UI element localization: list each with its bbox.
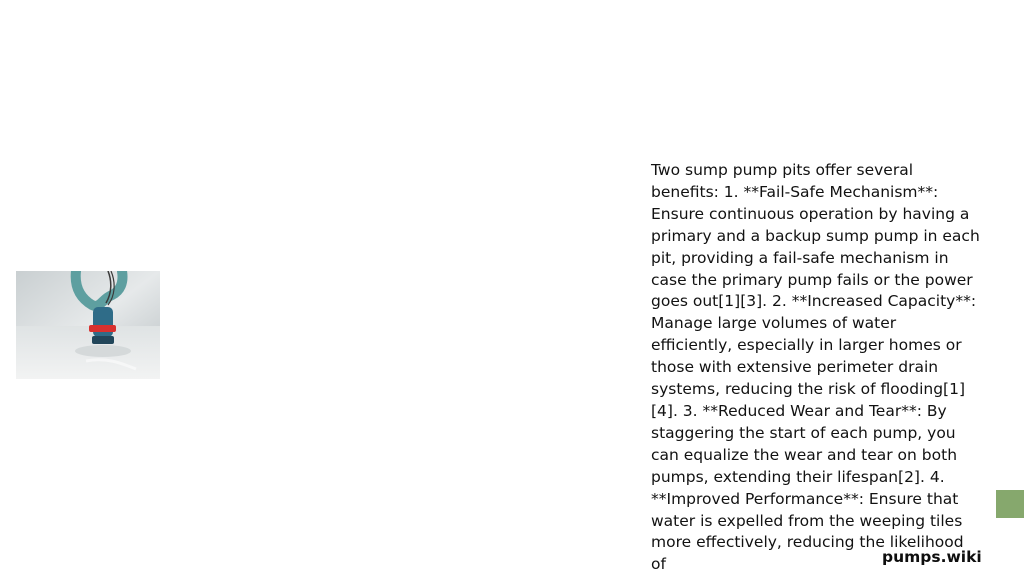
site-brand-label: pumps.wiki bbox=[882, 548, 982, 566]
article-text: Two sump pump pits offer several benefits: 1. **Fail-Safe Mechanism**: Ensure continuous operation by having a primary and a backup sump pump in each pit, providing a fail-safe mechanism in case the primary pump fails or the power goes out[1][3]. 2. **Increased Capacity**: Manage large volumes of water efficiently, especially in larger homes or those with extensive perimeter drain systems, reducing the risk of flooding[1][4]. 3. **Reduced Wear and Tear**: By staggering the start of each pump, you can equalize the wear and tear on both pumps, extending their lifespan[2]. 4. **Improved Performance**: Ensure that water is expelled from the weeping tiles more effectively, reducing the likelihood of bbox=[651, 161, 980, 574]
scroll-to-top-button[interactable] bbox=[996, 490, 1024, 518]
sump-pump-photo bbox=[16, 271, 160, 379]
